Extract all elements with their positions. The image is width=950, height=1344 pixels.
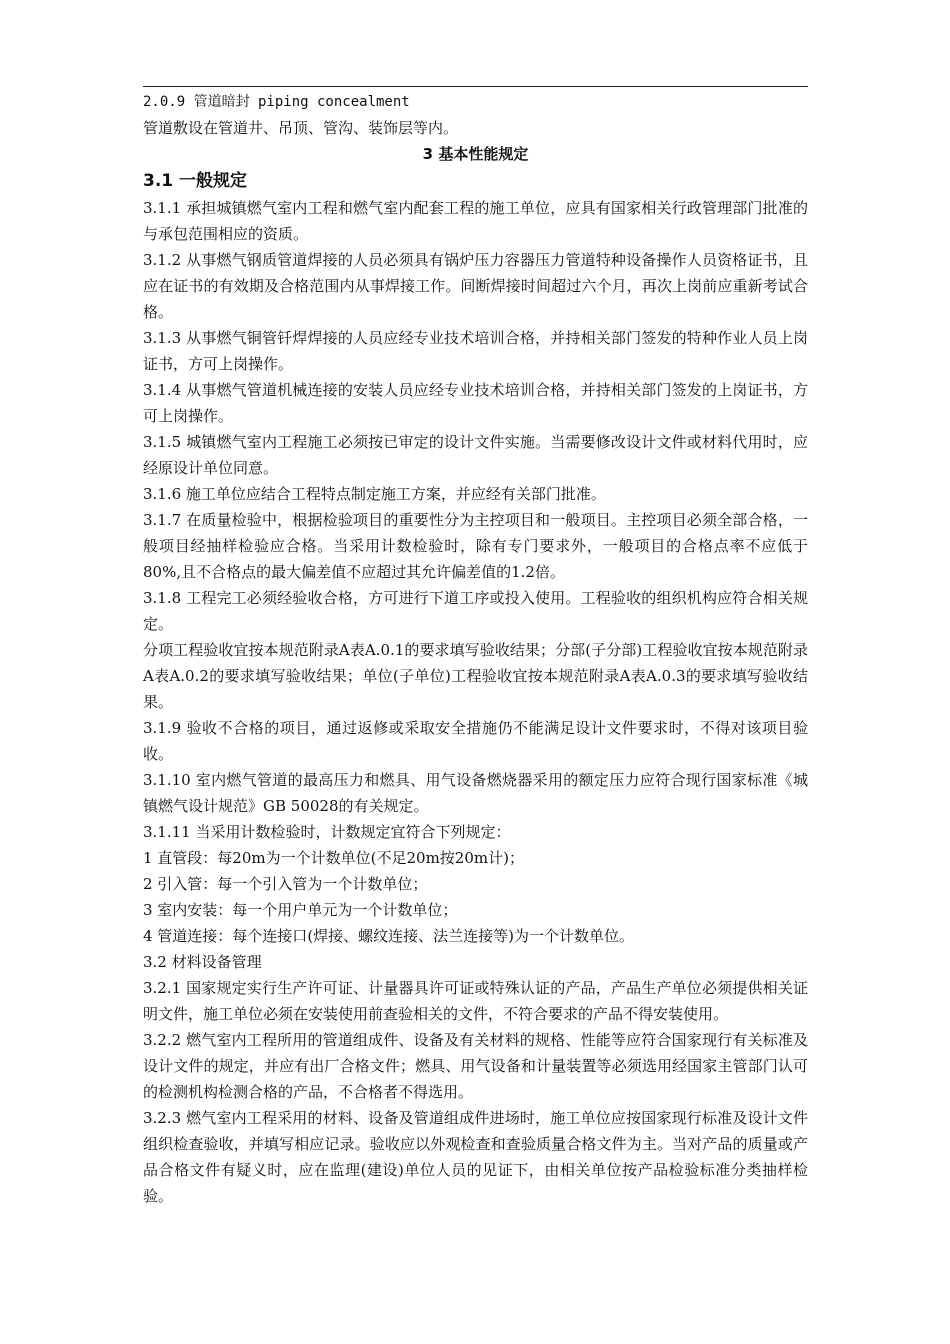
clause-3-1-11: 3.1.11 当采用计数检验时，计数规定宜符合下列规定： (143, 823, 511, 841)
clause-3-2-2: 3.2.2 燃气室内工程所用的管道组成件、设备及有关材料的规格、性能等应符合国家现行有关标准及设计文件的规定，并应有出厂合格文件；燃具、用气设备和计量装置等必须选用经国家主管部门认可的检测机构检测合格的产品，不合格者不得选用。 (143, 1031, 808, 1101)
clause-2-0-9-body: 管道敷设在管道井、吊顶、管沟、装饰层等内。 (143, 119, 459, 137)
clause-3-1-6: 3.1.6 施工单位应结合工程特点制定施工方案，并应经有关部门批准。 (143, 485, 606, 503)
clause-3-1-8: 3.1.8 工程完工必须经验收合格，方可进行下道工序或投入使用。工程验收的组织机构应符合相关规定。 (143, 589, 808, 633)
clause-3-1-1: 3.1.1 承担城镇燃气室内工程和燃气室内配套工程的施工单位，应具有国家相关行政管理部门批准的与承包范围相应的资质。 (143, 199, 808, 243)
clause-3-1-11-item-1: 1 直管段：每20m为一个计数单位(不足20m按20m计)； (143, 849, 524, 867)
section-3-1-title: 3.1 一般规定 (143, 171, 248, 191)
clause-3-1-7: 3.1.7 在质量检验中，根据检验项目的重要性分为主控项目和一般项目。主控项目必须全部合格，一般项目经抽样检验应合格。当采用计数检验时，除有专门要求外，一般项目的合格点率不应低于80%,且不合格点的最大偏差值不应超过其允许偏差值的1.2倍。 (143, 511, 808, 581)
clause-3-1-3: 3.1.3 从事燃气铜管钎焊焊接的人员应经专业技术培训合格，并持相关部门签发的特种作业人员上岗证书，方可上岗操作。 (143, 329, 808, 373)
clause-3-1-11-item-2: 2 引入管：每一个引入管为一个计数单位； (143, 875, 428, 893)
clause-3-1-4: 3.1.4 从事燃气管道机械连接的安装人员应经专业技术培训合格，并持相关部门签发的上岗证书，方可上岗操作。 (143, 381, 808, 425)
clause-3-2-3: 3.2.3 燃气室内工程采用的材料、设备及管道组成件进场时，施工单位应按国家现行标准及设计文件组织检查验收，并填写相应记录。验收应以外观检查和查验质量合格文件为主。当对产品的质量或产品合格文件有疑义时，应在监理(建设)单位人员的见证下，由相关单位按产品检验标准分类抽样检验。 (143, 1109, 808, 1205)
clause-3-1-10: 3.1.10 室内燃气管道的最高压力和燃具、用气设备燃烧器采用的额定压力应符合现行国家标准《城镇燃气设计规范》GB 50028的有关规定。 (143, 771, 808, 815)
header-rule (143, 86, 808, 87)
clause-3-1-5: 3.1.5 城镇燃气室内工程施工必须按已审定的设计文件实施。当需要修改设计文件或材料代用时，应经原设计单位同意。 (143, 433, 808, 477)
clause-3-1-8-note: 分项工程验收宜按本规范附录A表A.0.1的要求填写验收结果；分部(子分部)工程验收宜按本规范附录A表A.0.2的要求填写验收结果；单位(子单位)工程验收宜按本规范附录A表A.0.3的要求填写验收结果。 (143, 641, 808, 711)
clause-3-1-11-item-3: 3 室内安装：每一个用户单元为一个计数单位； (143, 901, 458, 919)
clause-2-0-9-title: 2.0.9 管道暗封 piping concealment (143, 94, 410, 110)
chapter-3-title: 3 基本性能规定 (422, 145, 529, 163)
clause-3-1-11-item-4: 4 管道连接：每个连接口(焊接、螺纹连接、法兰连接等)为一个计数单位。 (143, 927, 635, 945)
document-body (143, 89, 808, 1209)
clause-3-1-2: 3.1.2 从事燃气钢质管道焊接的人员必须具有锅炉压力容器压力管道特种设备操作人员资格证书，且应在证书的有效期及合格范围内从事焊接工作。间断焊接时间超过六个月，再次上岗前应重新考试合格。 (143, 251, 808, 321)
clause-3-2-1: 3.2.1 国家规定实行生产许可证、计量器具许可证或特殊认证的产品，产品生产单位必须提供相关证明文件，施工单位必须在安装使用前查验相关的文件，不符合要求的产品不得安装使用。 (143, 979, 808, 1023)
section-3-2-title: 3.2 材料设备管理 (143, 953, 262, 971)
clause-3-1-9: 3.1.9 验收不合格的项目，通过返修或采取安全措施仍不能满足设计文件要求时，不得对该项目验收。 (143, 719, 808, 763)
